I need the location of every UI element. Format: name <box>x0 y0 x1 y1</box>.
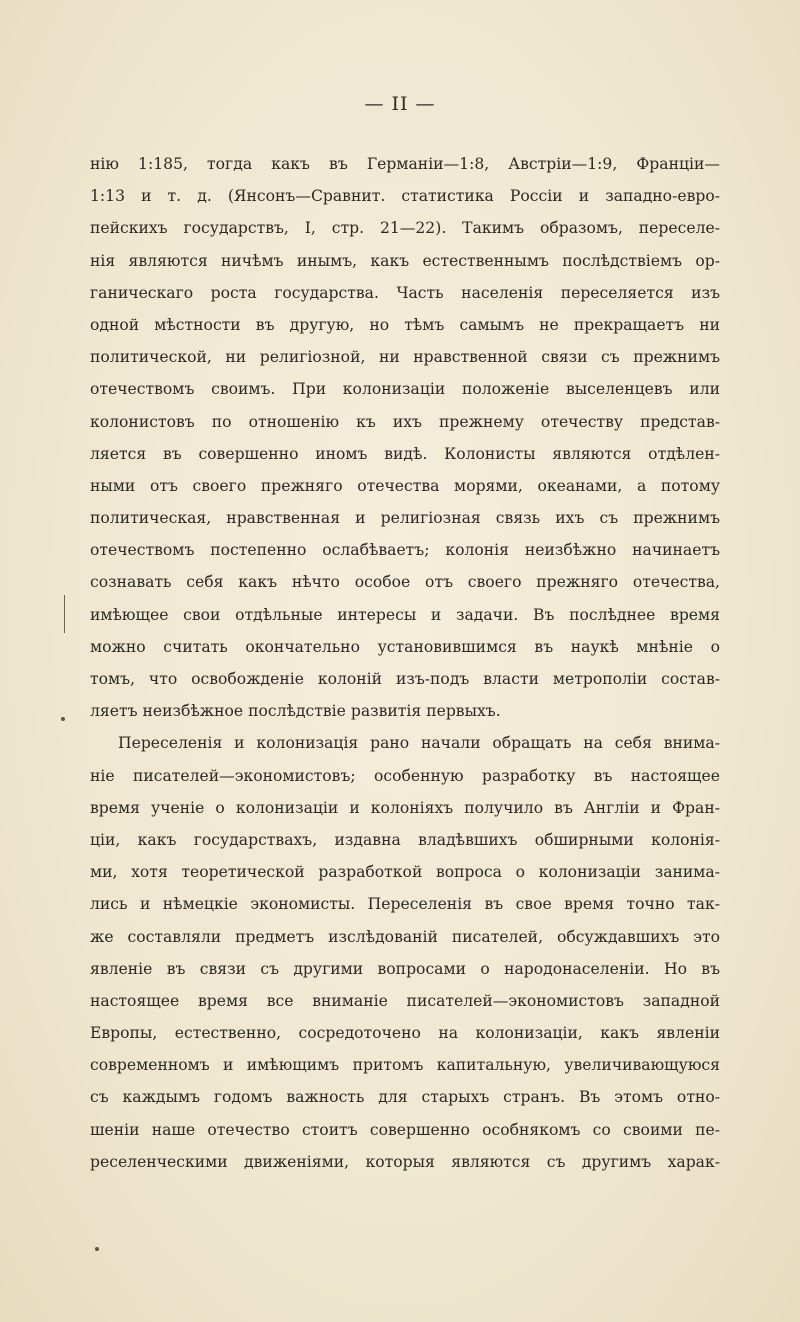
text-line: ми, хотя теоретической разработкой вопроса о колонизаціи занима- <box>90 863 720 882</box>
text-line: Переселенія и колонизація рано начали обращать на себя внима- <box>118 734 720 753</box>
text-line: можно считать окончательно установившимся въ наукѣ мнѣніе о <box>90 637 720 656</box>
margin-mark <box>64 595 65 633</box>
text-line: одной мѣстности въ другую, но тѣмъ самымъ не прекращаетъ ни <box>90 315 720 334</box>
text-line: ніе писателей—экономистовъ; особенную разработку въ настоящее <box>90 766 720 785</box>
page-number: — II — <box>364 93 436 115</box>
text-line: съ каждымъ годомъ важность для старыхъ странъ. Въ этомъ отно- <box>90 1088 720 1107</box>
text-line: нію 1:185, тогда какъ въ Германіи—1:8, Австріи—1:9, Франціи— <box>90 155 720 173</box>
text-line: ганическаго роста государства. Часть населенія переселяется изъ <box>90 283 720 302</box>
text-line: нія являются ничѣмъ инымъ, какъ естественнымъ послѣдствіемъ ор- <box>90 251 720 270</box>
text-line: томъ, что освобожденіе колоній изъ-подъ власти метрополіи состав- <box>90 670 720 688</box>
text-line: ными отъ своего прежняго отечества морями, океанами, а потому <box>90 476 720 495</box>
text-line: отечествомъ своимъ. При колонизаціи положеніе выселенцевъ или <box>90 380 720 399</box>
text-line: политической, ни религіозной, ни нравственной связи съ прежнимъ <box>90 348 720 367</box>
text-line: пейскихъ государствъ, I, стр. 21—22). Такимъ образомъ, переселе- <box>90 219 720 238</box>
text-line: реселенческими движеніями, которыя являются съ другимъ харак- <box>90 1152 720 1171</box>
text-line: настоящее время все вниманіе писателей—экономистовъ западной <box>90 991 720 1010</box>
text-line: ляетъ неизбѣжное послѣдствіе развитія первыхъ. <box>90 702 501 721</box>
text-line: Европы, естественно, сосредоточено на колонизаціи, какъ явленіи <box>90 1024 720 1043</box>
text-line: лись и нѣмецкіе экономисты. Переселенія въ свое время точно так- <box>90 895 720 914</box>
text-line: ціи, какъ государствахъ, издавна владѣвшихъ обширными колонія- <box>90 830 720 849</box>
text-line: явленіе въ связи съ другими вопросами о народонаселеніи. Но въ <box>90 959 720 978</box>
text-line: имѣющее свои отдѣльные интересы и задачи. Въ послѣднее время <box>90 605 720 624</box>
text-line: колонистовъ по отношенію къ ихъ прежнему отечеству представ- <box>90 412 720 431</box>
text-line: же составляли предметъ изслѣдованій писателей, обсуждавшихъ это <box>90 927 720 946</box>
text-line: политическая, нравственная и религіозная связь ихъ съ прежнимъ <box>90 509 720 528</box>
text-line: сознавать себя какъ нѣчто особое отъ своего прежняго отечества, <box>90 573 720 592</box>
ink-speck <box>95 1247 99 1251</box>
text-line: ляется въ совершенно иномъ видѣ. Колонисты являются отдѣлен- <box>90 444 720 463</box>
body-text <box>90 148 720 1178</box>
text-line: отечествомъ постепенно ослабѣваетъ; колонія неизбѣжно начинаетъ <box>90 541 720 560</box>
text-line: 1:13 и т. д. (Янсонъ—Сравнит. статистика Россіи и западно-евро- <box>90 187 720 206</box>
ink-speck <box>61 717 65 721</box>
text-line: современномъ и имѣющимъ притомъ капитальную, увеличивающуюся <box>90 1056 720 1075</box>
text-line: время ученіе о колонизаціи и колоніяхъ получило въ Англіи и Фран- <box>90 798 720 817</box>
text-line: шеніи наше отечество стоитъ совершенно особнякомъ со своими пе- <box>90 1120 720 1139</box>
